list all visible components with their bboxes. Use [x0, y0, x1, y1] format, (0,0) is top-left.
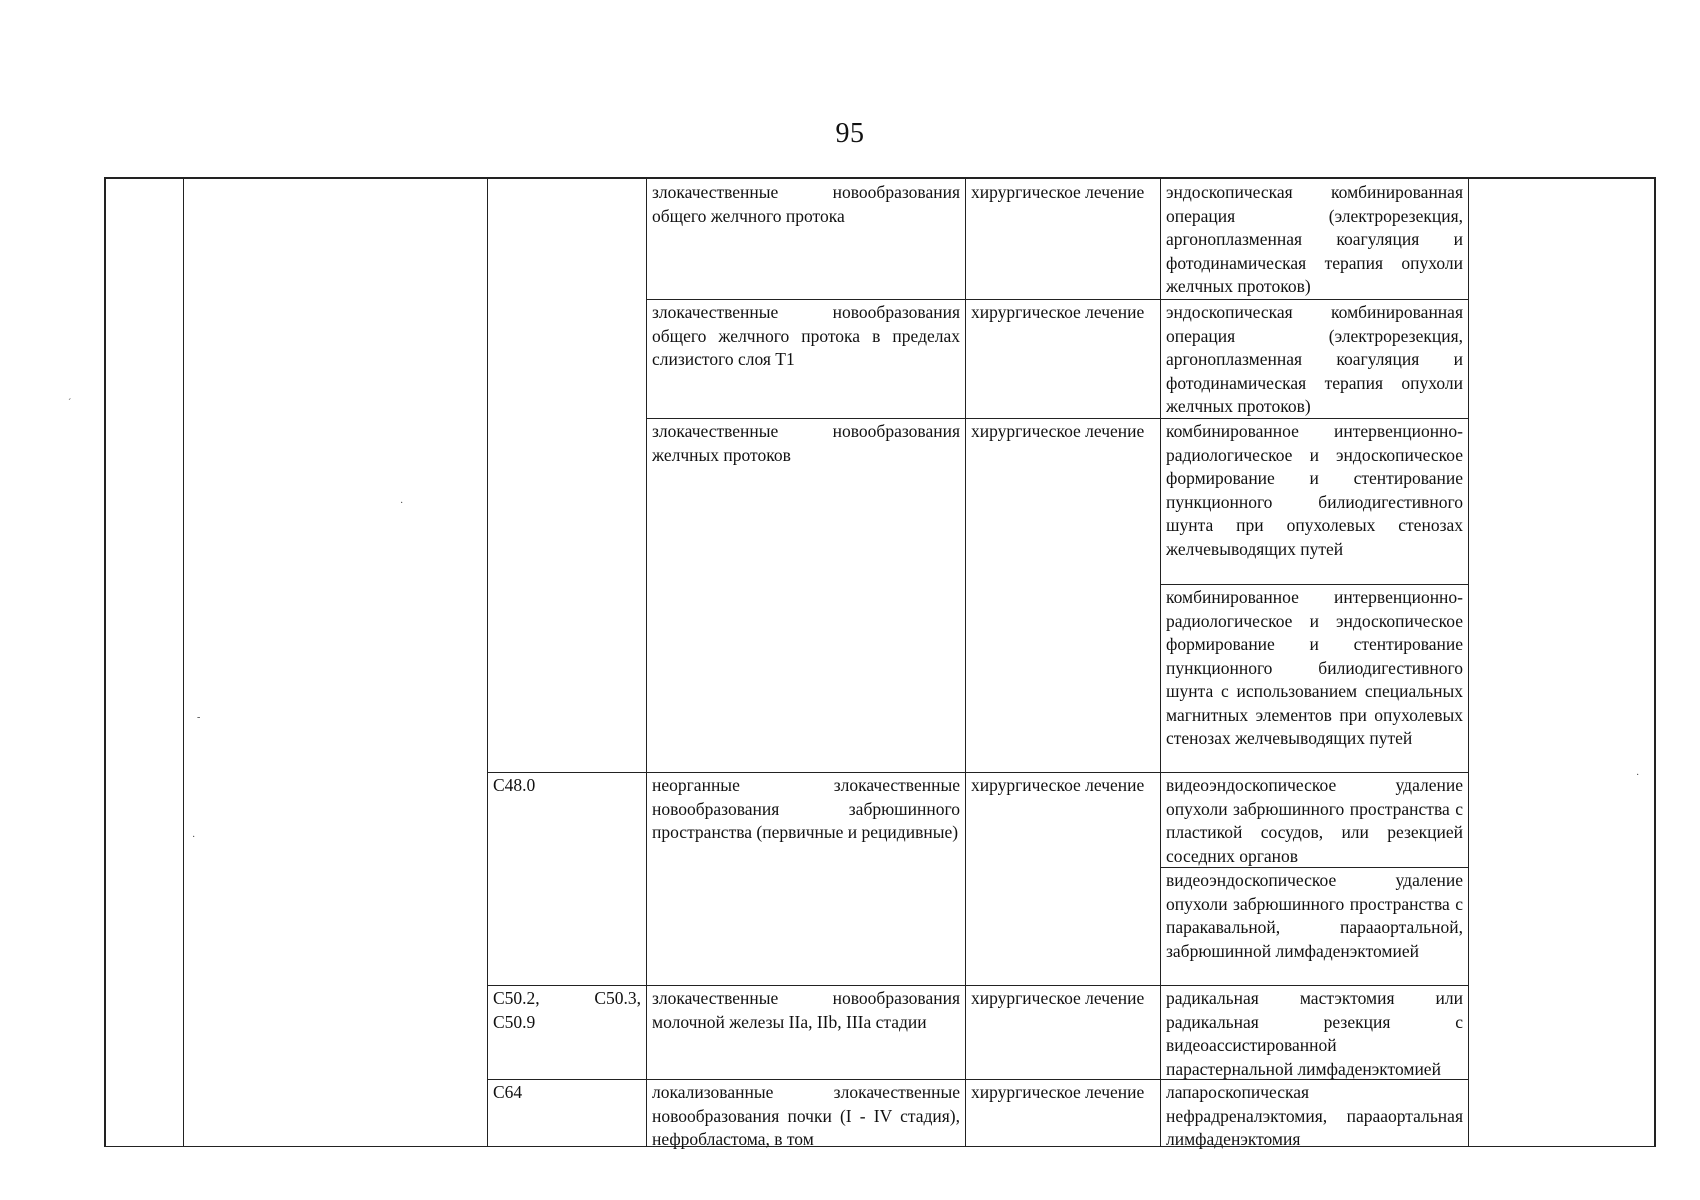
diagnosis-cell: злокачественные новообразования молочной железы IIa, IIb, IIIa стадии: [652, 988, 960, 1032]
method-cell: комбинированное интервенционно-радиологическое и эндоскопическое формирование и стентирование пункционного билиодигестивного шунта с использованием специальных магнитных элементов при опухолевых стенозах желчевыводящих путей: [1166, 587, 1463, 748]
method-cell: эндоскопическая комбинированная операция (электрорезекция, аргоноплазменная коагуляция и фотодинамическая терапия опухоли желчных протоков): [1166, 182, 1463, 296]
method-cell: радикальная мастэктомия или радикальная резекция с видеоассистированной парастернальной лимфаденэктомией: [1166, 988, 1463, 1079]
code-cell: [487, 985, 646, 1079]
medical-care-table: [104, 177, 1656, 1147]
diagnosis-cell: неорганные злокачественные новообразования забрюшинного пространства (первичные и рецидивные): [652, 775, 960, 842]
scan-speck: ˊ: [68, 398, 72, 409]
scan-speck: ·: [400, 498, 404, 509]
scan-speck: -: [197, 712, 201, 723]
diagnosis-cell: злокачественные новообразования общего желчного протока в пределах слизистого слоя T1: [652, 302, 960, 369]
method-cell: комбинированное интервенционно-радиологическое и эндоскопическое формирование и стентирование пункционного билиодигестивного шунта при опухолевых стенозах желчевыводящих путей: [1166, 421, 1463, 559]
code-cell: C48.0: [493, 775, 536, 795]
code-cell: C64: [493, 1082, 523, 1102]
method-cell: лапароскопическая нефрадреналэктомия, парааортальная лимфаденэктомия: [1166, 1082, 1463, 1149]
treatment-cell: хирургическое лечение: [971, 182, 1145, 202]
treatment-cell: хирургическое лечение: [971, 988, 1145, 1008]
code-part: C50.2,: [493, 988, 540, 1008]
code-part: C50.3,: [594, 988, 641, 1008]
treatment-cell: хирургическое лечение: [971, 1082, 1145, 1102]
column-rule: [1468, 179, 1469, 1146]
method-cell: видеоэндоскопическое удаление опухоли забрюшинного пространства с паракавальной, парааортальной, забрюшинной лимфаденэктомией: [1166, 870, 1463, 961]
scan-speck: ·: [192, 832, 196, 843]
method-cell: эндоскопическая комбинированная операция (электрорезекция, аргоноплазменная коагуляция и фотодинамическая терапия опухоли желчных протоков): [1166, 302, 1463, 416]
diagnosis-cell: злокачественные новообразования желчных протоков: [652, 421, 960, 465]
diagnosis-cell: злокачественные новообразования общего желчного протока: [652, 182, 960, 226]
code-part: C50.9: [493, 1011, 536, 1032]
page-number: 95: [835, 118, 865, 149]
column-rule: [183, 179, 184, 1146]
scan-speck: ·: [1636, 770, 1640, 781]
treatment-cell: хирургическое лечение: [971, 775, 1145, 795]
treatment-cell: хирургическое лечение: [971, 421, 1145, 441]
treatment-cell: хирургическое лечение: [971, 302, 1145, 322]
method-cell: видеоэндоскопическое удаление опухоли забрюшинного пространства с пластикой сосудов, или резекцией соседних органов: [1166, 775, 1463, 866]
diagnosis-cell: локализованные злокачественные новообразования почки (I - IV стадия), нефробластома, в том: [652, 1082, 960, 1149]
